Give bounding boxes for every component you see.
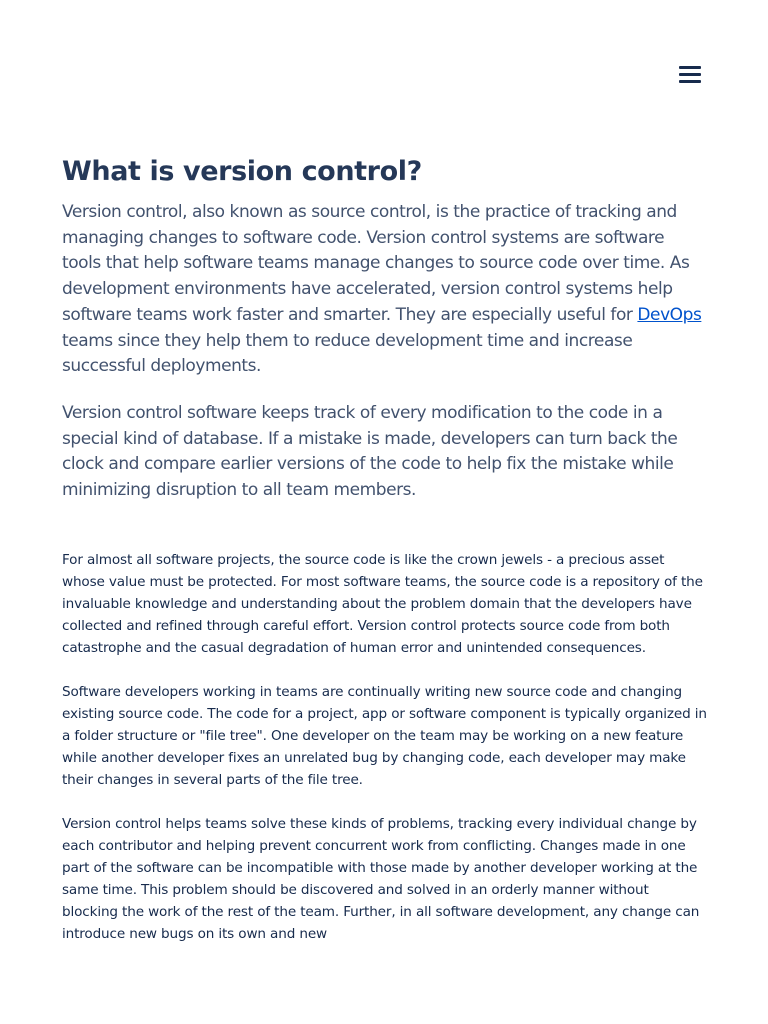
article-content [62, 150, 707, 945]
lead-paragraph-1 [62, 200, 707, 380]
page-title: What is version control? [62, 156, 422, 187]
lead-paragraph-2: Version control software keeps track of every modification to the code in a special kind of database. If a mistake is made, developers can turn back the clock and compare earlier versions of the code to help fix the mistake while minimizing disruption to all team members. [62, 402, 678, 501]
body-paragraph-1: For almost all software projects, the source code is like the crown jewels - a precious asset whose value must be protected. For most software teams, the source code is a repository of the invaluable knowledge and understanding about the problem domain that the developers have collected and refined through careful effort. Version control protects source code from both catastrophe and the casual degradation of human error and unintended consequences. [62, 551, 703, 656]
lead-text-before-link: Version control, also known as source control, is the practice of tracking and managing changes to software code. Version control systems are software tools that help software teams manage changes to source code over time. As development environments have accelerated, version control systems help software teams work faster and smarter. They are especially useful for [62, 202, 690, 325]
menu-bar-bottom [679, 80, 701, 83]
site-header [0, 0, 768, 120]
hamburger-menu-icon[interactable] [672, 58, 708, 92]
menu-bar-middle [679, 73, 701, 76]
body-paragraph-3: Version control helps teams solve these kinds of problems, tracking every individual change by each contributor and helping prevent concurrent work from conflicting. Changes made in one part of the software can be incompatible with those made by another developer working at the same time. This problem should be discovered and solved in an orderly manner without blocking the work of the rest of the team. Further, in all software development, any change can introduce new bugs on its own and new [62, 815, 700, 942]
body-paragraph-2: Software developers working in teams are continually writing new source code and changing existing source code. The code for a project, app or software component is typically organized in a folder structure or "file tree". One developer on the team may be working on a new feature while another developer fixes an unrelated bug by changing code, each developer may make their changes in several parts of the file tree. [62, 683, 707, 788]
menu-bar-top [679, 66, 701, 69]
lead-text-after-link: teams since they help them to reduce development time and increase successful deployments. [62, 330, 633, 377]
devops-link[interactable]: DevOps [637, 304, 702, 325]
